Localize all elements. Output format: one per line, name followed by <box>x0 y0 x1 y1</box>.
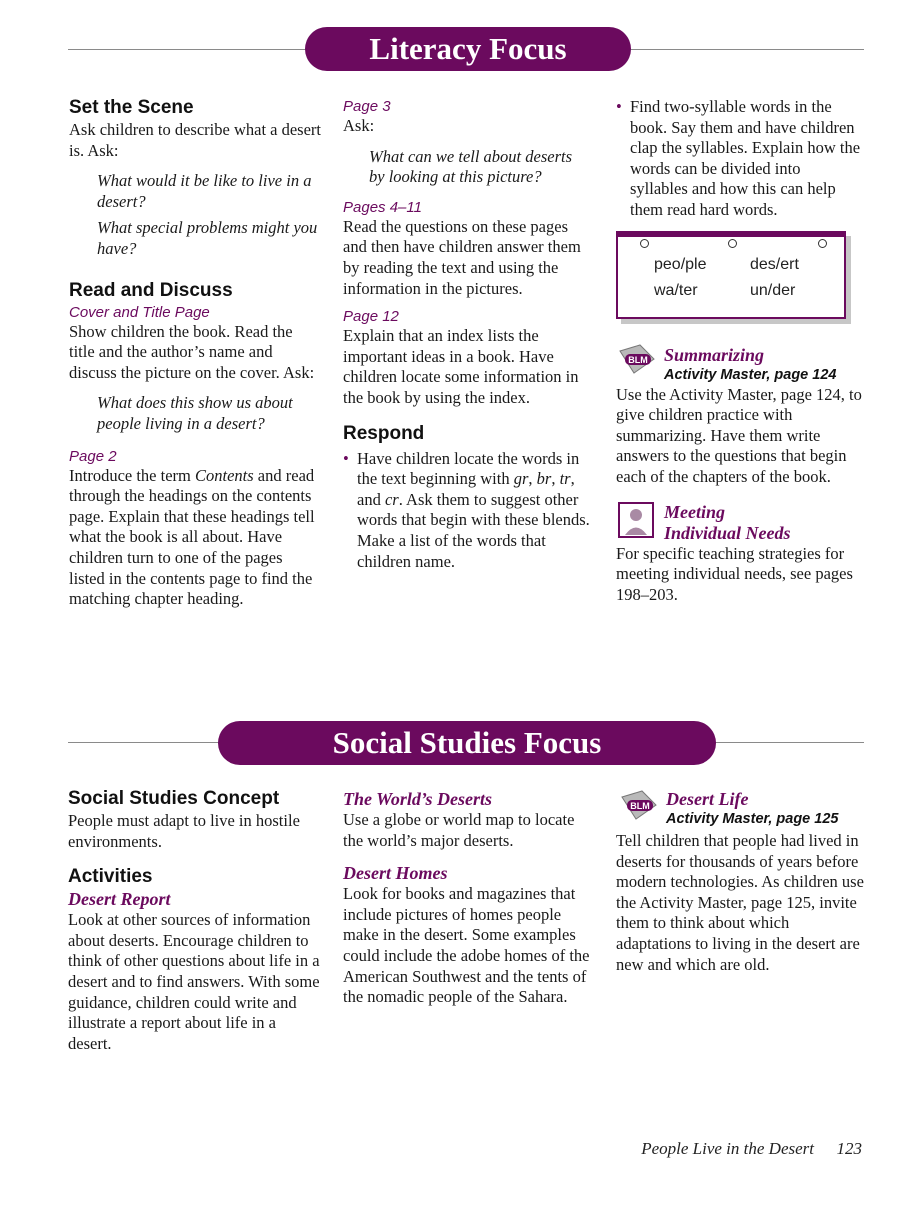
social-column-1 <box>68 788 320 1054</box>
set-the-scene-text: Ask children to describe what a desert is. Ask: <box>69 120 321 160</box>
activities-heading: Activities <box>68 866 153 888</box>
syllable-word-card <box>616 231 846 319</box>
desert-life-title: Desert Life <box>666 789 749 809</box>
desert-life-text: Tell children that people had lived in deserts for thousands of years before modern technologies. As children use the Activity Master, page 125, invite them to think about which adaptations to living in the desert are new and which are old. <box>616 831 864 974</box>
meeting-title-line-1: Meeting <box>664 501 725 522</box>
literacy-column-1 <box>69 97 321 610</box>
blend-cr: cr <box>384 489 399 509</box>
individual-needs-icon <box>618 502 654 538</box>
question-people-living: What does this show us about people living in a desert? <box>97 393 293 433</box>
page-12-text: Explain that an index lists the important ideas in a book. Have children locate some information in the book by using the index. <box>343 326 579 407</box>
page-2-subheading: Page 2 <box>69 447 117 465</box>
card-hole <box>728 239 737 248</box>
social-column-3 <box>616 789 866 975</box>
pages-4-11-subheading: Pages 4–11 <box>343 198 422 216</box>
page-3-subheading: Page 3 <box>343 98 391 115</box>
social-rule-left <box>68 742 222 743</box>
summarizing-text: Use the Activity Master, page 124, to give children practice with summarizing. Have them write answers to the questions that begin each of the chapters of the book. <box>616 384 862 486</box>
worlds-deserts-subheading: The World’s Deserts <box>343 789 493 809</box>
literacy-rule-right <box>628 49 864 50</box>
social-studies-concept-text: People must adapt to live in hostile environments. <box>68 811 300 851</box>
social-studies-concept-heading: Social Studies Concept <box>68 788 280 809</box>
summarizing-title: Summarizing <box>664 344 765 365</box>
card-hole <box>818 239 827 248</box>
svg-text:BLM: BLM <box>630 801 650 811</box>
syllable-bullet-item <box>616 97 862 221</box>
summarizing-subtitle: Activity Master, page 124 <box>664 366 837 383</box>
desert-life-subtitle: Activity Master, page 125 <box>666 811 839 827</box>
footer-book-title: People Live in the Desert <box>641 1139 814 1158</box>
literacy-focus-banner <box>305 27 631 71</box>
page-footer <box>641 1139 862 1159</box>
desert-homes-text: Look for books and magazines that include pictures of homes people make in the desert. Some examples could include the adobe homes of the American Southwest and the tents of the nomadic people of the Sahara. <box>343 884 590 1007</box>
respond-bullet-item: • Have children locate the words in the text beginning with gr, br, tr, and cr. Ask them to suggest other words that begin with these blends. Make a list of the words that children name. <box>343 448 590 571</box>
desert-report-text: Look at other sources of information about deserts. Encourage children to think of other questions about life in a desert and to find answers. With some guidance, children could write and illustrate a report about life in a desert. <box>68 910 320 1053</box>
social-rule-right <box>714 742 864 743</box>
blend-br: br <box>536 469 552 489</box>
syllable-word: un/der <box>750 281 796 299</box>
svg-text:BLM: BLM <box>628 354 648 365</box>
page-12-subheading: Page 12 <box>343 308 399 326</box>
question-special-problems: What special problems might you have? <box>97 218 318 258</box>
literacy-rule-left <box>68 49 308 50</box>
syllable-word: des/ert <box>750 255 799 273</box>
respond-heading: Respond <box>343 422 425 444</box>
cover-title-page-text: Show children the book. Read the title and the author’s name and discuss the picture on the cover. Ask: <box>69 321 315 382</box>
respond-text-b: Ask them to suggest other words that begin with these blends. Make a list of the words that children name. <box>357 489 590 571</box>
desert-homes-subheading: Desert Homes <box>343 863 448 884</box>
blm-icon <box>616 343 658 377</box>
desert-report-subheading: Desert Report <box>68 889 171 910</box>
blend-gr: gr <box>513 469 529 489</box>
page-2-text-b: and read through the headings on the contents page. Explain that these headings tell what the book is all about. Have children turn to one of the pages listed in the contents page to find the matching chapter heading. <box>69 465 315 609</box>
pages-4-11-text: Read the questions on these pages and then have children answer them by reading the text and using the information in the pictures. <box>343 216 581 298</box>
read-and-discuss-heading: Read and Discuss <box>69 279 233 301</box>
syllable-word: wa/ter <box>654 281 698 299</box>
literacy-focus-title: Literacy Focus <box>369 31 567 66</box>
question-deserts-picture: What can we tell about deserts by looking at this picture? <box>369 146 573 187</box>
syllable-text: Find two-syllable words in the book. Say them and have children clap the syllables. Explain how the words can be divided into syllables and how this can help them read hard words. <box>630 97 861 219</box>
meeting-needs-header <box>616 502 862 544</box>
respond-text-a: Have children locate the words in the text beginning with <box>357 448 580 489</box>
meeting-title-line-2: Individual Needs <box>664 522 791 543</box>
page-number: 123 <box>836 1139 862 1158</box>
literacy-column-3 <box>616 97 862 605</box>
page-2-text <box>69 466 321 610</box>
social-studies-focus-banner <box>218 721 716 765</box>
blm-icon <box>618 789 660 823</box>
desert-life-header <box>616 789 866 831</box>
contents-term: Contents <box>195 465 254 485</box>
question-live-in-desert: What would it be like to live in a desert? <box>97 171 312 211</box>
bullet-dot: • <box>616 97 622 116</box>
bullet-dot: • <box>343 448 349 468</box>
social-column-2 <box>343 789 593 1008</box>
worlds-deserts-text: Use a globe or world map to locate the world’s major deserts. <box>343 810 575 850</box>
blend-tr: tr <box>559 469 571 489</box>
page-2-text-a: Introduce the term <box>69 465 195 485</box>
meeting-needs-text: For specific teaching strategies for meeting individual needs, see pages 198–203. <box>616 543 853 604</box>
set-the-scene-heading: Set the Scene <box>69 97 194 118</box>
summarizing-header <box>616 343 862 385</box>
cover-title-page-subheading: Cover and Title Page <box>69 303 210 321</box>
page-3-text: Ask: <box>343 116 375 135</box>
syllable-word: peo/ple <box>654 255 707 273</box>
social-studies-focus-title: Social Studies Focus <box>332 725 602 760</box>
card-hole <box>640 239 649 248</box>
literacy-column-2 <box>343 97 591 572</box>
